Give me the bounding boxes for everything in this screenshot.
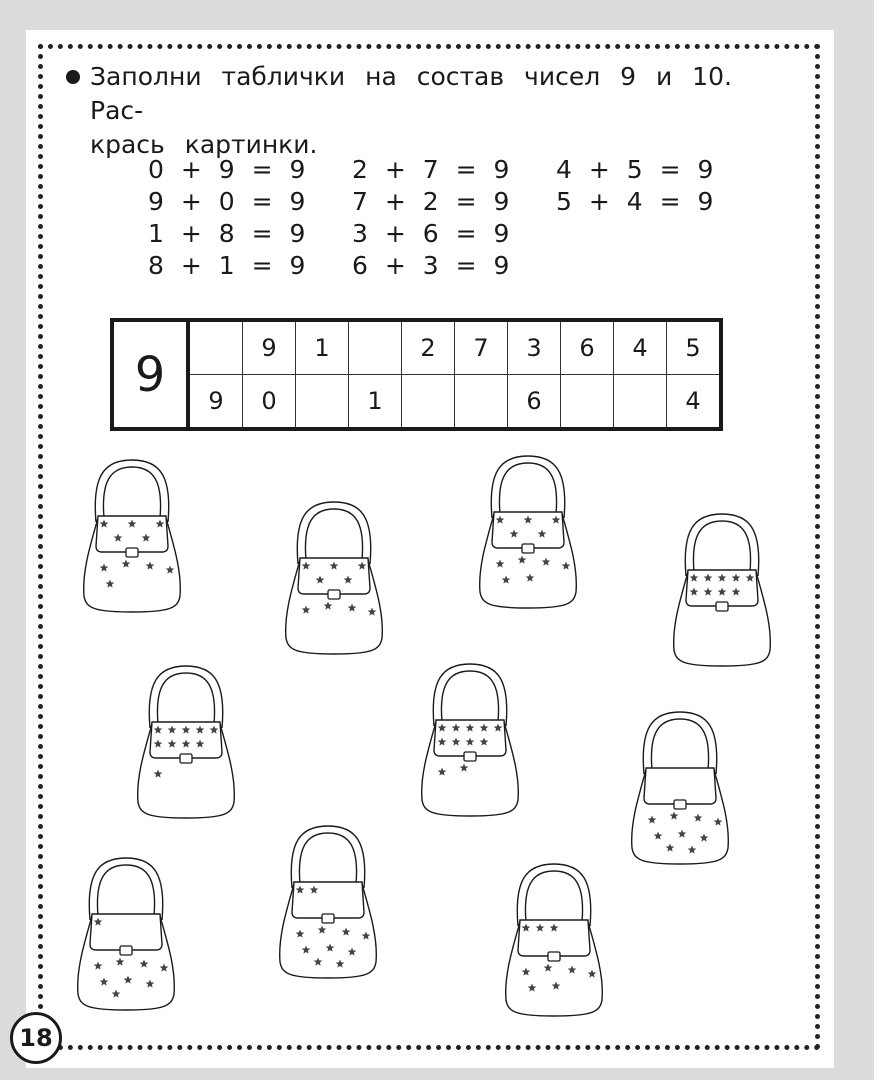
equation: 6 + 3 = 9 (352, 251, 510, 280)
table-cell[interactable]: 2 (402, 320, 455, 375)
equation: 9 + 0 = 9 (148, 187, 306, 216)
instruction-line-1: Заполни таблички на состав чисел 9 и 10. Рас- (90, 62, 732, 125)
table-cell[interactable]: 9 (243, 320, 296, 375)
handbag-picture[interactable] (62, 456, 202, 616)
instruction-line-2: крась картинки. (90, 130, 318, 159)
equation: 5 + 4 = 9 (556, 187, 714, 216)
equation: 8 + 1 = 9 (148, 251, 306, 280)
table-number: 9 (112, 320, 188, 429)
table-cell[interactable]: 4 (614, 320, 667, 375)
equation: 4 + 5 = 9 (556, 155, 714, 184)
equation: 3 + 6 = 9 (352, 219, 510, 248)
handbag-picture[interactable] (56, 854, 196, 1014)
table-cell[interactable]: 1 (296, 320, 349, 375)
table-cell[interactable]: 6 (561, 320, 614, 375)
equation: 2 + 7 = 9 (352, 155, 510, 184)
equation: 1 + 8 = 9 (148, 219, 306, 248)
handbag-picture[interactable] (116, 662, 256, 822)
equation: 7 + 2 = 9 (352, 187, 510, 216)
table-cell[interactable]: 5 (667, 320, 722, 375)
table-cell[interactable]: 7 (455, 320, 508, 375)
handbag-picture[interactable] (610, 708, 750, 868)
table-cell[interactable]: 3 (508, 320, 561, 375)
handbag-picture[interactable] (458, 452, 598, 612)
handbag-picture[interactable] (484, 860, 624, 1020)
table-cell[interactable]: 6 (508, 375, 561, 430)
table-cell[interactable]: 4 (667, 375, 722, 430)
table-cell[interactable]: 9 (188, 375, 243, 430)
handbag-picture[interactable] (258, 822, 398, 982)
page-number: 18 (10, 1012, 62, 1064)
handbag-picture[interactable] (264, 498, 404, 658)
equation: 0 + 9 = 9 (148, 155, 306, 184)
handbag-picture[interactable] (400, 660, 540, 820)
table-cell[interactable]: 1 (349, 375, 402, 430)
handbag-picture[interactable] (652, 510, 792, 670)
table-cell[interactable]: 0 (243, 375, 296, 430)
